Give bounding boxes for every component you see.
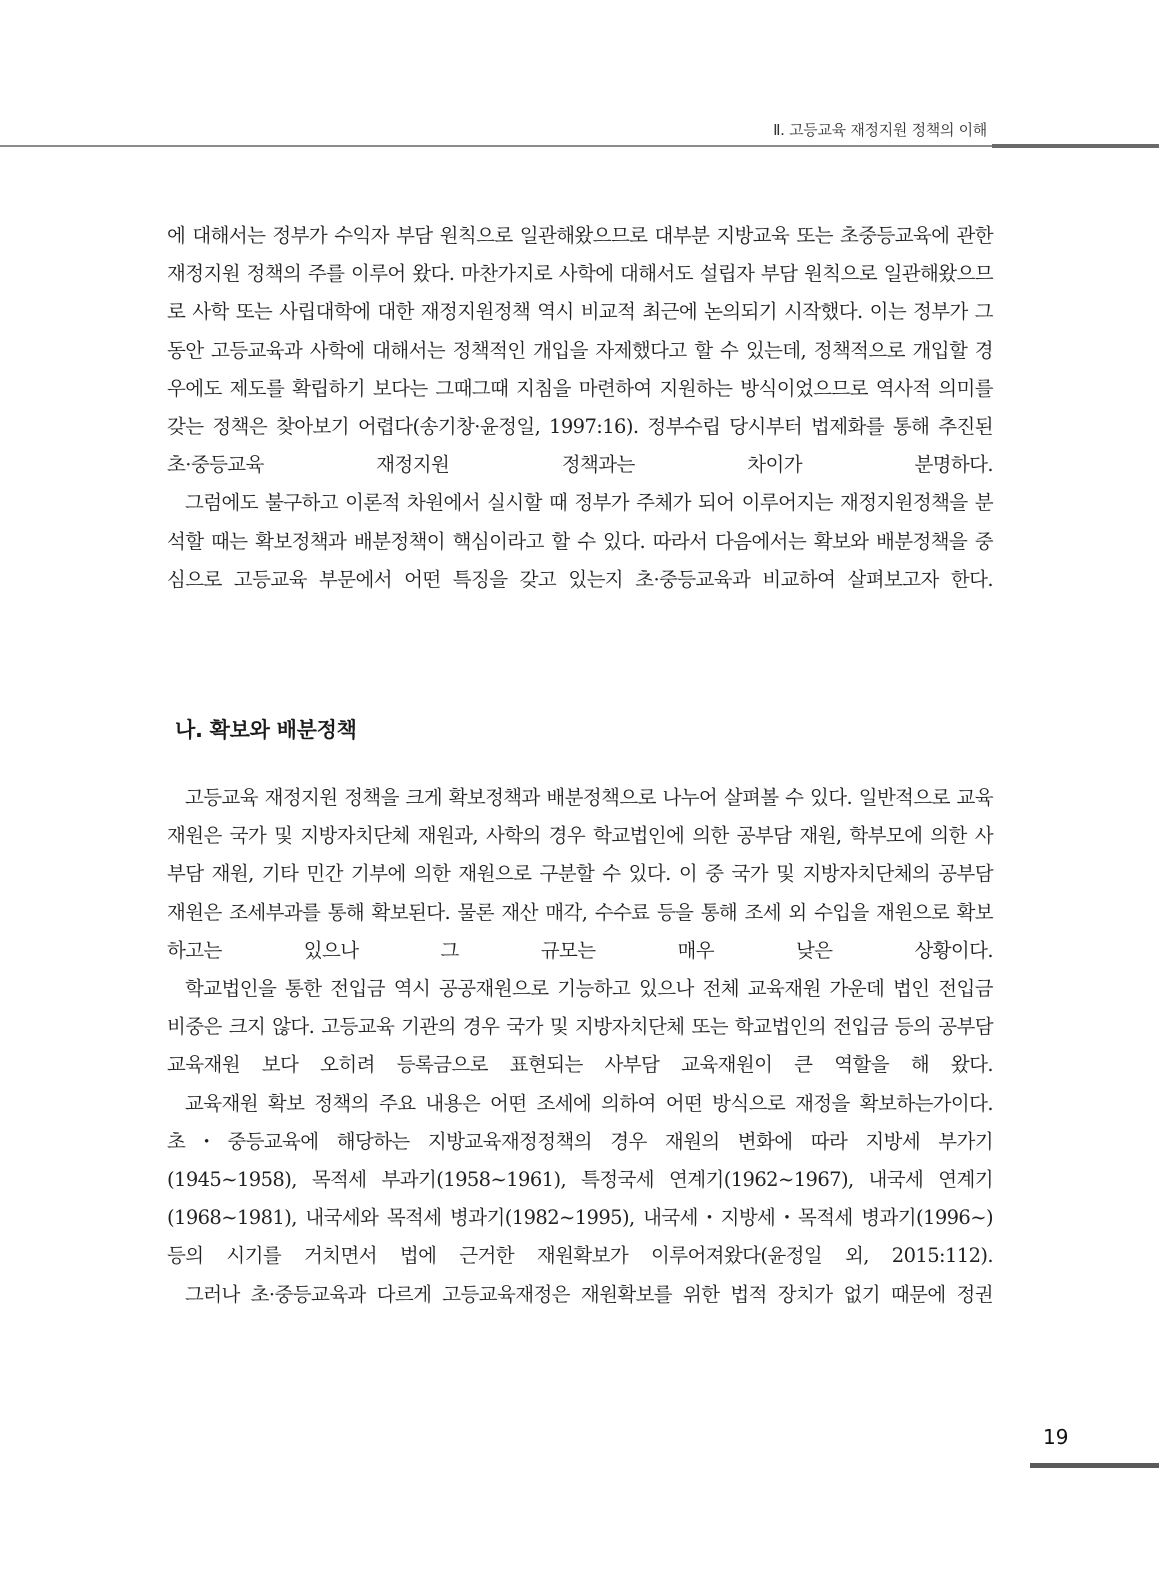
body-text-block-1 [167,217,993,599]
paragraph: 에 대해서는 정부가 수익자 부담 원칙으로 일관해왔으므로 대부분 지방교육 또는 초중등교육에 관한 재정지원 정책의 주를 이루어 왔다. 마찬가지로 사학에 대해서도 설립자 부담 원칙으로 일관해왔으므로 사학 또는 사립대학에 대한 재정지원정책 역시 비교적 최근에 논의되기 시작했다. 이는 정부가 그동안 고등교육과 사학에 대해서는 정책적인 개입을 자제했다고 할 수 있는데, 정책적으로 개입할 경우에도 제도를 확립하기 보다는 그때그때 지침을 마련하여 지원하는 방식이었으므로 역사적 의미를 갖는 정책은 찾아보기 어렵다(송기창·윤정일, 1997:16). 정부수립 당시부터 법제화를 통해 추진된 초·중등교육 재정지원 정책과는 차이가 분명하다. [167,224,993,477]
paragraph: 그러나 초·중등교육과 다르게 고등교육재정은 재원확보를 위한 법적 장치가 없기 때문에 정권 [185,1282,993,1306]
section-heading: 나. 확보와 배분정책 [175,718,357,742]
body-text-block-2 [167,779,993,1314]
running-header: Ⅱ. 고등교육 재정지원 정책의 이해 [773,121,987,139]
paragraph: 교육재원 확보 정책의 주요 내용은 어떤 조세에 의하여 어떤 방식으로 재정을 확보하는가이다. 초・중등교육에 해당하는 지방교육재정정책의 경우 재원의 변화에 따라 지방세 부가기(1945∼1958), 목적세 부과기(1958∼1961), 특정국세 연계기(1962∼1967), 내국세 연계기(1968∼1981), 내국세와 목적세 병과기(1982∼1995), 내국세・지방세・목적세 병과기(1996∼) 등의 시기를 거치면서 법에 근거한 재원확보가 이루어져왔다(윤정일 외, 2015:112). [167,1091,993,1268]
page-number: 19 [1043,1425,1069,1449]
paragraph: 학교법인을 통한 전입금 역시 공공재원으로 기능하고 있으나 전체 교육재원 가운데 법인 전입금 비중은 크지 않다. 고등교육 기관의 경우 국가 및 지방자치단체 또는 학교법인의 전입금 등의 공부담 교육재원 보다 오히려 등록금으로 표현되는 사부담 교육재원이 큰 역할을 해 왔다. [167,977,993,1077]
header-rule [0,145,1159,147]
paragraph: 그럼에도 불구하고 이론적 차원에서 실시할 때 정부가 주체가 되어 이루어지는 재정지원정책을 분석할 때는 확보정책과 배분정책이 핵심이라고 할 수 있다. 따라서 다음에서는 확보와 배분정책을 중심으로 고등교육 부문에서 어떤 특징을 갖고 있는지 초·중등교육과 비교하여 살펴보고자 한다. [167,491,993,591]
paragraph: 고등교육 재정지원 정책을 크게 확보정책과 배분정책으로 나누어 살펴볼 수 있다. 일반적으로 교육재원은 국가 및 지방자치단체 재원과, 사학의 경우 학교법인에 의한 공부담 재원, 학부모에 의한 사부담 재원, 기타 민간 기부에 의한 재원으로 구분할 수 있다. 이 중 국가 및 지방자치단체의 공부담 재원은 조세부과를 통해 확보된다. 물론 재산 매각, 수수료 등을 통해 조세 외 수입을 재원으로 확보하고는 있으나 그 규모는 매우 낮은 상황이다. [167,786,993,962]
header-rule-accent [992,144,1159,148]
footer-bar [1030,1463,1159,1468]
